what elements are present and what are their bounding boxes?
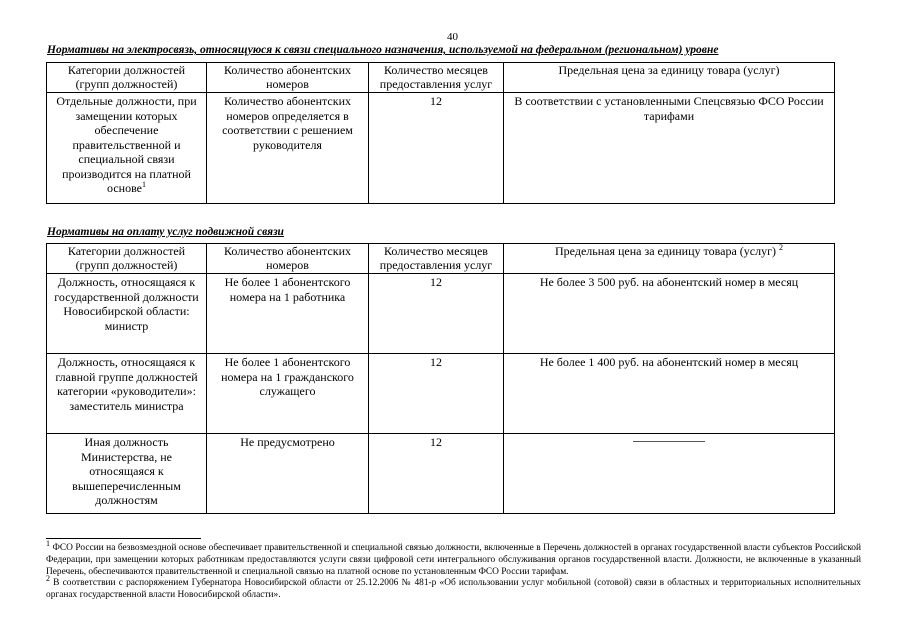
header-price bbox=[504, 244, 835, 274]
cell-price bbox=[504, 434, 835, 514]
cell-price: В соответствии с установленными Спецсвязью ФСО России тарифами bbox=[504, 93, 835, 204]
cell-numbers: Не предусмотрено bbox=[207, 434, 369, 514]
cell-months: 12 bbox=[369, 354, 504, 434]
footnote-mark-2: 2 bbox=[46, 574, 50, 584]
header-price-text: Предельная цена за единицу товара (услуг) bbox=[555, 244, 776, 258]
footnote-1 bbox=[46, 538, 861, 578]
mobile-communication-table bbox=[46, 243, 835, 514]
footnote-2 bbox=[46, 574, 861, 602]
footnote-text-2: В соответствии с распоряжением Губернатора Новосибирской области от 25.12.2006 № 481-р «Об использовании услуг мобильной (сотовой) связи в областных и территориальных исполнительных органах государственной власти Новосибирской области». bbox=[46, 578, 861, 601]
cell-category: Должность, относящаяся к главной группе должностей категории «руководители»: заместитель министра bbox=[47, 354, 207, 434]
table-row bbox=[47, 354, 835, 434]
cell-numbers: Не более 1 абонентского номера на 1 гражданского служащего bbox=[207, 354, 369, 434]
footnote-separator bbox=[46, 538, 201, 539]
footnote-mark-1: 1 bbox=[46, 538, 50, 548]
cell-category: Иная должность Министерства, не относящаяся к вышеперечисленным должностям bbox=[47, 434, 207, 514]
cell-price: Не более 1 400 руб. на абонентский номер в месяц bbox=[504, 354, 835, 434]
table-row bbox=[47, 434, 835, 514]
footnote-ref-1: 1 bbox=[141, 180, 146, 189]
cell-category-text: Отдельные должности, при замещении которых обеспечение правительственной и специальной связи производится на платной основе bbox=[56, 94, 197, 195]
cell-price: Не более 3 500 руб. на абонентский номер в месяц bbox=[504, 274, 835, 354]
table-header-row bbox=[47, 63, 835, 93]
footnote-ref-2: 2 bbox=[779, 243, 783, 252]
section1-title: Нормативы на электросвязь, относящуюся к связи специального назначения, используемой на федеральном (региональном) уровне bbox=[47, 44, 719, 56]
empty-value-dash bbox=[633, 441, 705, 442]
cell-months: 12 bbox=[369, 274, 504, 354]
cell-numbers: Не более 1 абонентского номера на 1 работника bbox=[207, 274, 369, 354]
header-category: Категории должностей (групп должностей) bbox=[47, 63, 207, 93]
header-category: Категории должностей (групп должностей) bbox=[47, 244, 207, 274]
footnotes bbox=[46, 538, 861, 602]
cell-category bbox=[47, 93, 207, 204]
table-row bbox=[47, 93, 835, 204]
header-months: Количество месяцев предоставления услуг bbox=[369, 244, 504, 274]
footnote-text-1: ФСО России на безвозмездной основе обеспечивает правительственной и специальной связью должности, включенные в Перечень должностей в органах государственной власти субъектов Российской Федерации, при замещении которых работникам предоставляются услуги связи цифровой сети интегрального обслуживания органов государственной власти. Должности, не включенные в указанный Перечень, обеспечиваются правительственной и специальной связью на платной основе по установленным ФСО России тарифам. bbox=[46, 543, 861, 577]
section2-title: Нормативы на оплату услуг подвижной связи bbox=[47, 226, 284, 238]
special-communication-table bbox=[46, 62, 835, 204]
cell-category: Должность, относящаяся к государственной должности Новосибирской области: министр bbox=[47, 274, 207, 354]
page-number: 40 bbox=[447, 31, 458, 43]
cell-months: 12 bbox=[369, 93, 504, 204]
header-numbers: Количество абонентских номеров bbox=[207, 63, 369, 93]
table-header-row bbox=[47, 244, 835, 274]
header-numbers: Количество абонентских номеров bbox=[207, 244, 369, 274]
table-row bbox=[47, 274, 835, 354]
cell-months: 12 bbox=[369, 434, 504, 514]
header-price: Предельная цена за единицу товара (услуг) bbox=[504, 63, 835, 93]
cell-numbers: Количество абонентских номеров определяется в соответствии с решением руководителя bbox=[207, 93, 369, 204]
header-months: Количество месяцев предоставления услуг bbox=[369, 63, 504, 93]
